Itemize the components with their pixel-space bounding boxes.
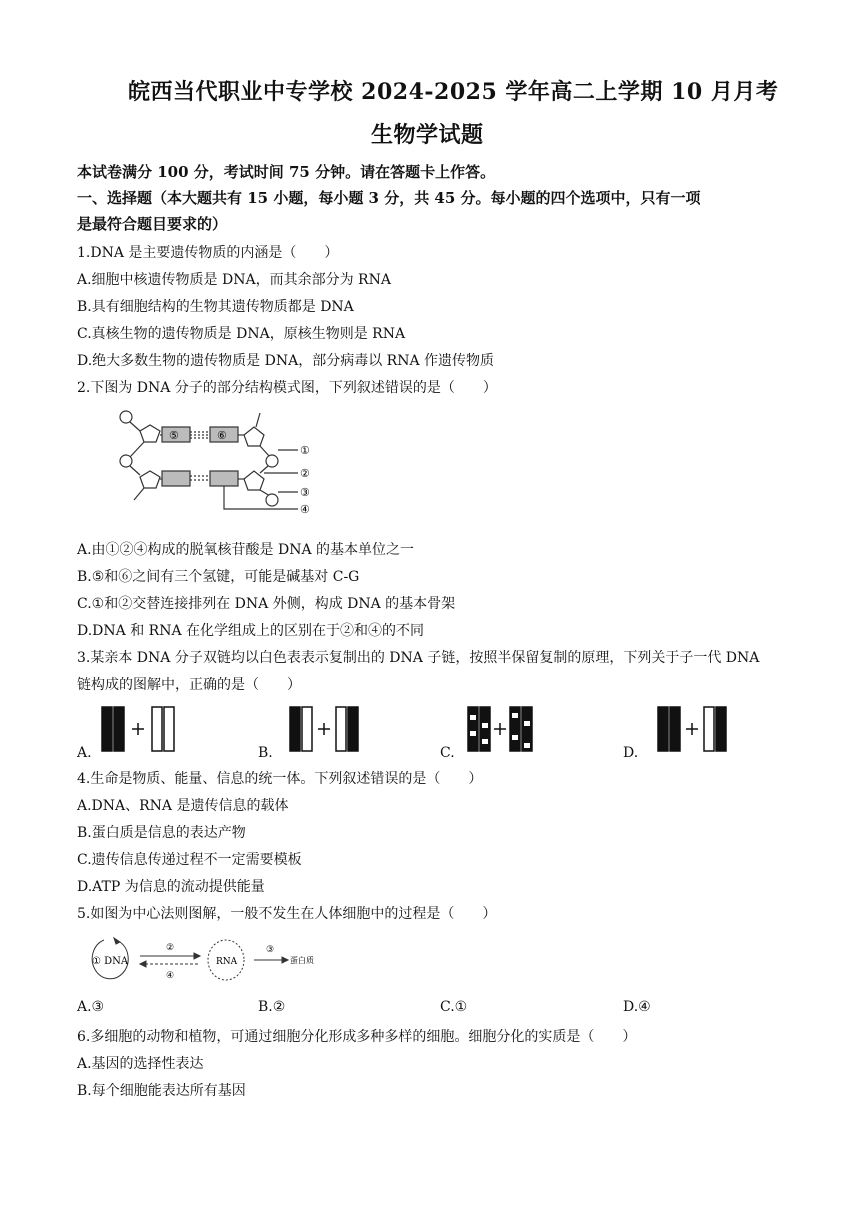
label-6: ⑥ — [217, 429, 227, 442]
question-2-option-d: D.DNA 和 RNA 在化学组成上的区别在于②和④的不同 — [77, 623, 425, 639]
label-4: ④ — [300, 503, 310, 516]
rna-label: RNA — [216, 957, 238, 967]
question-4-stem: 4.生命是物质、能量、信息的统一体。下列叙述错误的是（ ） — [77, 771, 483, 787]
question-4-option-a: A.DNA、RNA 是遗传信息的载体 — [77, 798, 289, 814]
question-1-option-c: C.真核生物的遗传物质是 DNA，原核生物则是 RNA — [77, 326, 406, 342]
central-dogma-figure — [88, 934, 348, 986]
question-4-option-b: B.蛋白质是信息的表达产物 — [77, 825, 246, 841]
question-5-option-c: C.① — [440, 999, 468, 1015]
question-6-option-b: B.每个细胞能表达所有基因 — [77, 1083, 246, 1099]
question-1-option-d: D.绝大多数生物的遗传物质是 DNA，部分病毒以 RNA 作遗传物质 — [77, 353, 495, 369]
question-3-option-a-label: A. — [77, 745, 92, 761]
question-4-option-c: C.遗传信息传递过程不一定需要模板 — [77, 852, 302, 868]
question-1-option-b: B.具有细胞结构的生物其遗传物质都是 DNA — [77, 299, 354, 315]
question-3-option-c-label: C. — [440, 745, 455, 761]
question-6-option-a: A.基因的选择性表达 — [77, 1056, 204, 1072]
exam-intro: 本试卷满分 100 分，考试时间 75 分钟。请在答题卡上作答。 — [77, 163, 496, 181]
protein-label: 蛋白质 — [290, 956, 314, 965]
label-5: ⑤ — [169, 429, 179, 442]
question-5-option-d: D.④ — [623, 999, 651, 1015]
dna-structure-figure — [110, 405, 350, 525]
question-6-stem: 6.多细胞的动物和植物，可通过细胞分化形成多种多样的细胞。细胞分化的实质是（ ） — [77, 1029, 637, 1045]
question-2-option-b: B.⑤和⑥之间有三个氢键，可能是碱基对 C-G — [77, 569, 360, 585]
question-2-option-a: A.由①②④构成的脱氧核苷酸是 DNA 的基本单位之一 — [77, 542, 415, 558]
question-5-option-a: A.③ — [77, 999, 105, 1015]
arrow-2-label: ② — [166, 943, 175, 953]
label-3: ③ — [300, 486, 310, 499]
question-4-option-d: D.ATP 为信息的流动提供能量 — [77, 879, 265, 895]
label-2: ② — [300, 467, 310, 480]
option-c-strands-figure — [466, 705, 546, 753]
option-d-strands-figure — [656, 705, 736, 753]
page-title: 皖西当代职业中专学校 2024-2025 学年高二上学期 10 月月考 — [128, 79, 779, 105]
question-1-stem: 1.DNA 是主要遗传物质的内涵是（ ） — [77, 245, 339, 261]
page-subtitle: 生物学试题 — [371, 122, 484, 148]
question-5-option-b: B.② — [258, 999, 286, 1015]
option-a-strands-figure — [100, 705, 180, 753]
question-3-stem-cont: 链构成的图解中，正确的是（ ） — [77, 677, 301, 693]
question-2-option-c: C.①和②交替连接排列在 DNA 外侧，构成 DNA 的基本骨架 — [77, 596, 456, 612]
option-b-strands-figure — [288, 705, 368, 753]
question-2-stem: 2.下图为 DNA 分子的部分结构模式图，下列叙述错误的是（ ） — [77, 380, 497, 396]
section-heading: 一、选择题（本大题共有 15 小题，每小题 3 分，共 45 分。每小题的四个选项中，只有一项 — [77, 189, 701, 207]
arrow-3-label: ③ — [266, 945, 275, 955]
question-3-option-b-label: B. — [258, 745, 273, 761]
label-1: ① — [300, 444, 310, 457]
section-heading-cont: 是最符合题目要求的） — [77, 215, 228, 233]
question-3-stem: 3.某亲本 DNA 分子双链均以白色表表示复制出的 DNA 子链，按照半保留复制的原理，下列关于子一代 DNA — [77, 650, 760, 666]
question-5-stem: 5.如图为中心法则图解，一般不发生在人体细胞中的过程是（ ） — [77, 906, 497, 922]
question-1-option-a: A.细胞中核遗传物质是 DNA，而其余部分为 RNA — [77, 272, 391, 288]
question-3-option-d-label: D. — [623, 745, 639, 761]
dna-label: ① DNA — [92, 956, 129, 967]
arrow-4-label: ④ — [166, 971, 175, 981]
